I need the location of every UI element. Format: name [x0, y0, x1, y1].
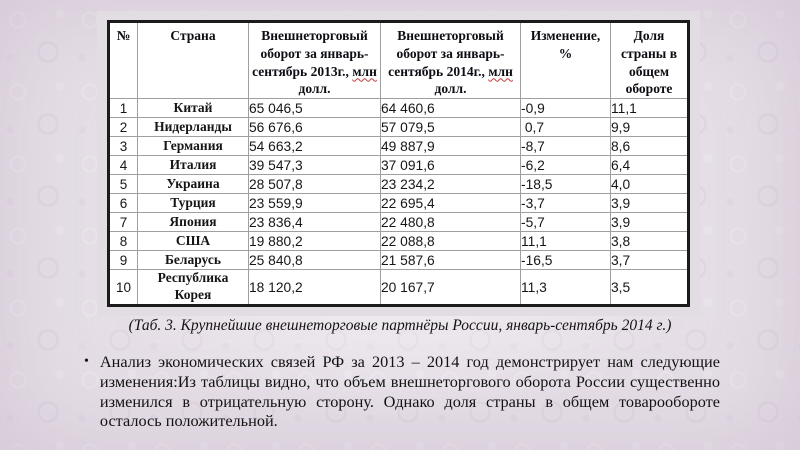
country-name: Турция	[138, 194, 249, 213]
table-row	[109, 251, 689, 270]
row-number: 7	[109, 213, 138, 232]
change-percent: 11,1	[521, 232, 611, 251]
change-percent: -16,5	[521, 251, 611, 270]
turnover-2013-value: 25 840,8	[249, 251, 381, 270]
column-header-share: Доля страны в общем обороте	[611, 22, 689, 99]
column-header-turnover-2013-title: Внешнеторговый оборот за январь-сентябрь 2013г.,	[252, 28, 369, 79]
turnover-2014-value: 20 167,7	[381, 270, 521, 306]
share-percent: 3,8	[611, 232, 689, 251]
table-row	[109, 118, 689, 137]
row-number: 10	[109, 270, 138, 306]
share-percent: 9,9	[611, 118, 689, 137]
change-percent: -3,7	[521, 194, 611, 213]
column-header-turnover-2014-title: Внешнеторговый оборот за январь-сентябрь 2014г.,	[388, 28, 505, 79]
turnover-2013-value: 28 507,8	[249, 175, 381, 194]
country-name: США	[138, 232, 249, 251]
unit-rest-2014: долл.	[434, 81, 467, 97]
country-name: Украина	[138, 175, 249, 194]
turnover-2014-value: 22 088,8	[381, 232, 521, 251]
table-row	[109, 213, 689, 232]
turnover-2013-value: 39 547,3	[249, 156, 381, 175]
change-percent: -18,5	[521, 175, 611, 194]
share-percent: 3,5	[611, 270, 689, 306]
country-name: Италия	[138, 156, 249, 175]
table-header-row	[109, 22, 689, 99]
table-body	[109, 99, 689, 306]
table-caption: (Таб. 3. Крупнейшие внешнеторговые партнёры России, январь-сентябрь 2014 г.)	[128, 317, 672, 334]
table-row	[109, 194, 689, 213]
trade-partners-table	[107, 20, 690, 307]
turnover-2013-value: 19 880,2	[249, 232, 381, 251]
row-number: 2	[109, 118, 138, 137]
table-row	[109, 99, 689, 118]
turnover-2014-value: 49 887,9	[381, 137, 521, 156]
unit-rest-2013: долл.	[298, 81, 331, 97]
share-percent: 3,7	[611, 251, 689, 270]
row-number: 9	[109, 251, 138, 270]
table-row	[109, 175, 689, 194]
analysis-text: Анализ экономических связей РФ за 2013 – 2014 год демонстрирует нам следующие изменения:Из таблицы видно, что объем внешнеторгового оборота России существенно изменился в отрицательную сторону. Однако доля страны в общем товарообороте осталось положительной.	[99, 352, 720, 431]
share-percent: 11,1	[611, 99, 689, 118]
country-name: Беларусь	[138, 251, 249, 270]
country-name: Япония	[138, 213, 249, 232]
unit-word-2014: млн	[488, 63, 513, 79]
row-number: 1	[109, 99, 138, 118]
row-number: 3	[109, 137, 138, 156]
country-name: Республика Корея	[138, 270, 249, 306]
turnover-2013-value: 65 046,5	[249, 99, 381, 118]
column-header-turnover-2013	[249, 22, 381, 99]
row-number: 5	[109, 175, 138, 194]
change-percent: -0,9	[521, 99, 611, 118]
turnover-2014-value: 64 460,6	[381, 99, 521, 118]
change-percent: 11,3	[521, 270, 611, 306]
turnover-2013-value: 23 836,4	[249, 213, 381, 232]
column-header-turnover-2014	[381, 22, 521, 99]
trade-table-frame	[97, 11, 700, 316]
bullet-icon: •	[84, 354, 89, 369]
analysis-block	[84, 352, 720, 431]
change-percent: -6,2	[521, 156, 611, 175]
column-header-change: Изменение, %	[521, 22, 611, 99]
turnover-2013-value: 23 559,9	[249, 194, 381, 213]
share-percent: 8,6	[611, 137, 689, 156]
share-percent: 3,9	[611, 194, 689, 213]
table-row	[109, 232, 689, 251]
table-row	[109, 137, 689, 156]
share-percent: 3,9	[611, 213, 689, 232]
column-header-country: Страна	[138, 22, 249, 99]
row-number: 8	[109, 232, 138, 251]
turnover-2014-value: 22 480,8	[381, 213, 521, 232]
turnover-2014-value: 37 091,6	[381, 156, 521, 175]
turnover-2014-value: 21 587,6	[381, 251, 521, 270]
turnover-2014-value: 57 079,5	[381, 118, 521, 137]
table-row	[109, 156, 689, 175]
table-header	[109, 22, 689, 99]
share-percent: 6,4	[611, 156, 689, 175]
turnover-2013-value: 56 676,6	[249, 118, 381, 137]
turnover-2014-value: 23 234,2	[381, 175, 521, 194]
change-percent: -8,7	[521, 137, 611, 156]
country-name: Германия	[138, 137, 249, 156]
column-header-number: №	[109, 22, 138, 99]
country-name: Китай	[138, 99, 249, 118]
row-number: 6	[109, 194, 138, 213]
change-percent: -5,7	[521, 213, 611, 232]
row-number: 4	[109, 156, 138, 175]
turnover-2013-value: 18 120,2	[249, 270, 381, 306]
country-name: Нидерланды	[138, 118, 249, 137]
share-percent: 4,0	[611, 175, 689, 194]
unit-word-2013: млн	[352, 63, 377, 79]
turnover-2013-value: 54 663,2	[249, 137, 381, 156]
table-row	[109, 270, 689, 306]
turnover-2014-value: 22 695,4	[381, 194, 521, 213]
change-percent: 0,7	[521, 118, 611, 137]
